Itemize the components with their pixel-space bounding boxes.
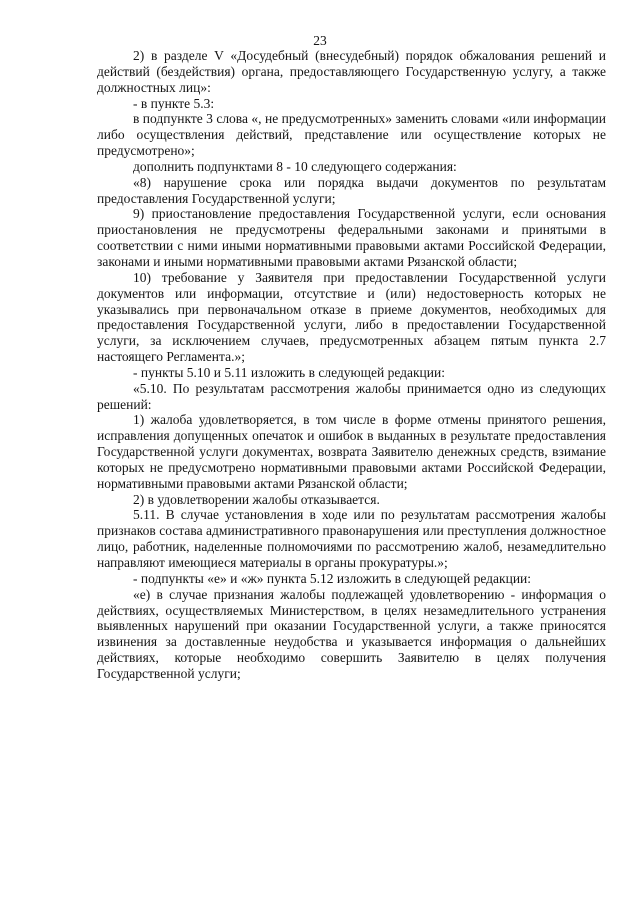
paragraph-subpoint-3: в подпункте 3 слова «, не предусмотренных» заменить словами «или информации либо осуществления действий, представление или осуществление которых не предусмотрено»; <box>97 111 606 159</box>
paragraph-point-5-3: - в пункте 5.3: <box>133 95 215 111</box>
paragraph-points-5-10-5-11: - пункты 5.10 и 5.11 изложить в следующей редакции: <box>133 364 445 380</box>
document-body <box>97 48 606 682</box>
paragraph-subpoint-8: «8) нарушение срока или порядка выдачи документов по результатам предоставления Государственной услуги; <box>97 174 606 206</box>
paragraph-subpoint-10: 10) требование у Заявителя при предоставлении Государственной услуги документов или информации, отсутствие и (или) недостоверность которых не указывались при первоначальном отказе в приеме документов, необходимых для предоставления Государственной услуги, либо в предоставлении Государственной услуги, за исключением случаев, предусмотренных абзацем пятым пункта 2.7 настоящего Регламента.»; <box>97 269 606 365</box>
paragraph-5-11: 5.11. В случае установления в ходе или по результатам рассмотрения жалобы признаков состава административного правонарушения или преступления должностное лицо, работник, наделенные полномочиями по рассмотрению жалоб, незамедлительно направляют имеющиеся материалы в органы прокуратуры.»; <box>97 507 606 570</box>
paragraph-subpoint-9: 9) приостановление предоставления Государственной услуги, если основания приостановления не предусмотрены федеральными законами и принятыми в соответствии с ними иными нормативными правовыми актами Российской Федерации, законами и иными нормативными правовыми актами Рязанской области; <box>97 206 606 269</box>
paragraph-5-10-item-1: 1) жалоба удовлетворяется, в том числе в форме отмены принятого решения, исправления допущенных опечаток и ошибок в выданных в результате предоставления Государственной услуги документах, возврата Заявителю денежных средств, взимание которых не предусмотрено нормативными правовыми актами Российской Федерации, нормативными правовыми актами Рязанской области; <box>97 412 606 491</box>
paragraph-section-v-heading: 2) в разделе V «Досудебный (внесудебный) порядок обжалования решений и действий (бездействия) органа, предоставляющего Государственную услугу, а также должностных лиц»: <box>97 48 606 95</box>
paragraph-subpoint-e: «е) в случае признания жалобы подлежащей удовлетворению - информация о действиях, осуществляемых Министерством, в целях незамедлительного устранения выявленных нарушений при оказании Государственной услуги, а также приносятся извинения за доставленные неудобства и указывается информация о дальнейших действиях, которые необходимо совершить Заявителю в целях получения Государственной услуги; <box>97 586 606 681</box>
paragraph-5-10-item-2: 2) в удовлетворении жалобы отказывается. <box>133 491 380 507</box>
paragraph-subpoints-e-zh: - подпункты «е» и «ж» пункта 5.12 изложить в следующей редакции: <box>133 570 532 586</box>
paragraph-5-10: «5.10. По результатам рассмотрения жалобы принимается одно из следующих решений: <box>97 380 606 412</box>
page-number: 23 <box>313 33 327 48</box>
paragraph-add-subpoints: дополнить подпунктами 8 - 10 следующего содержания: <box>133 158 457 174</box>
